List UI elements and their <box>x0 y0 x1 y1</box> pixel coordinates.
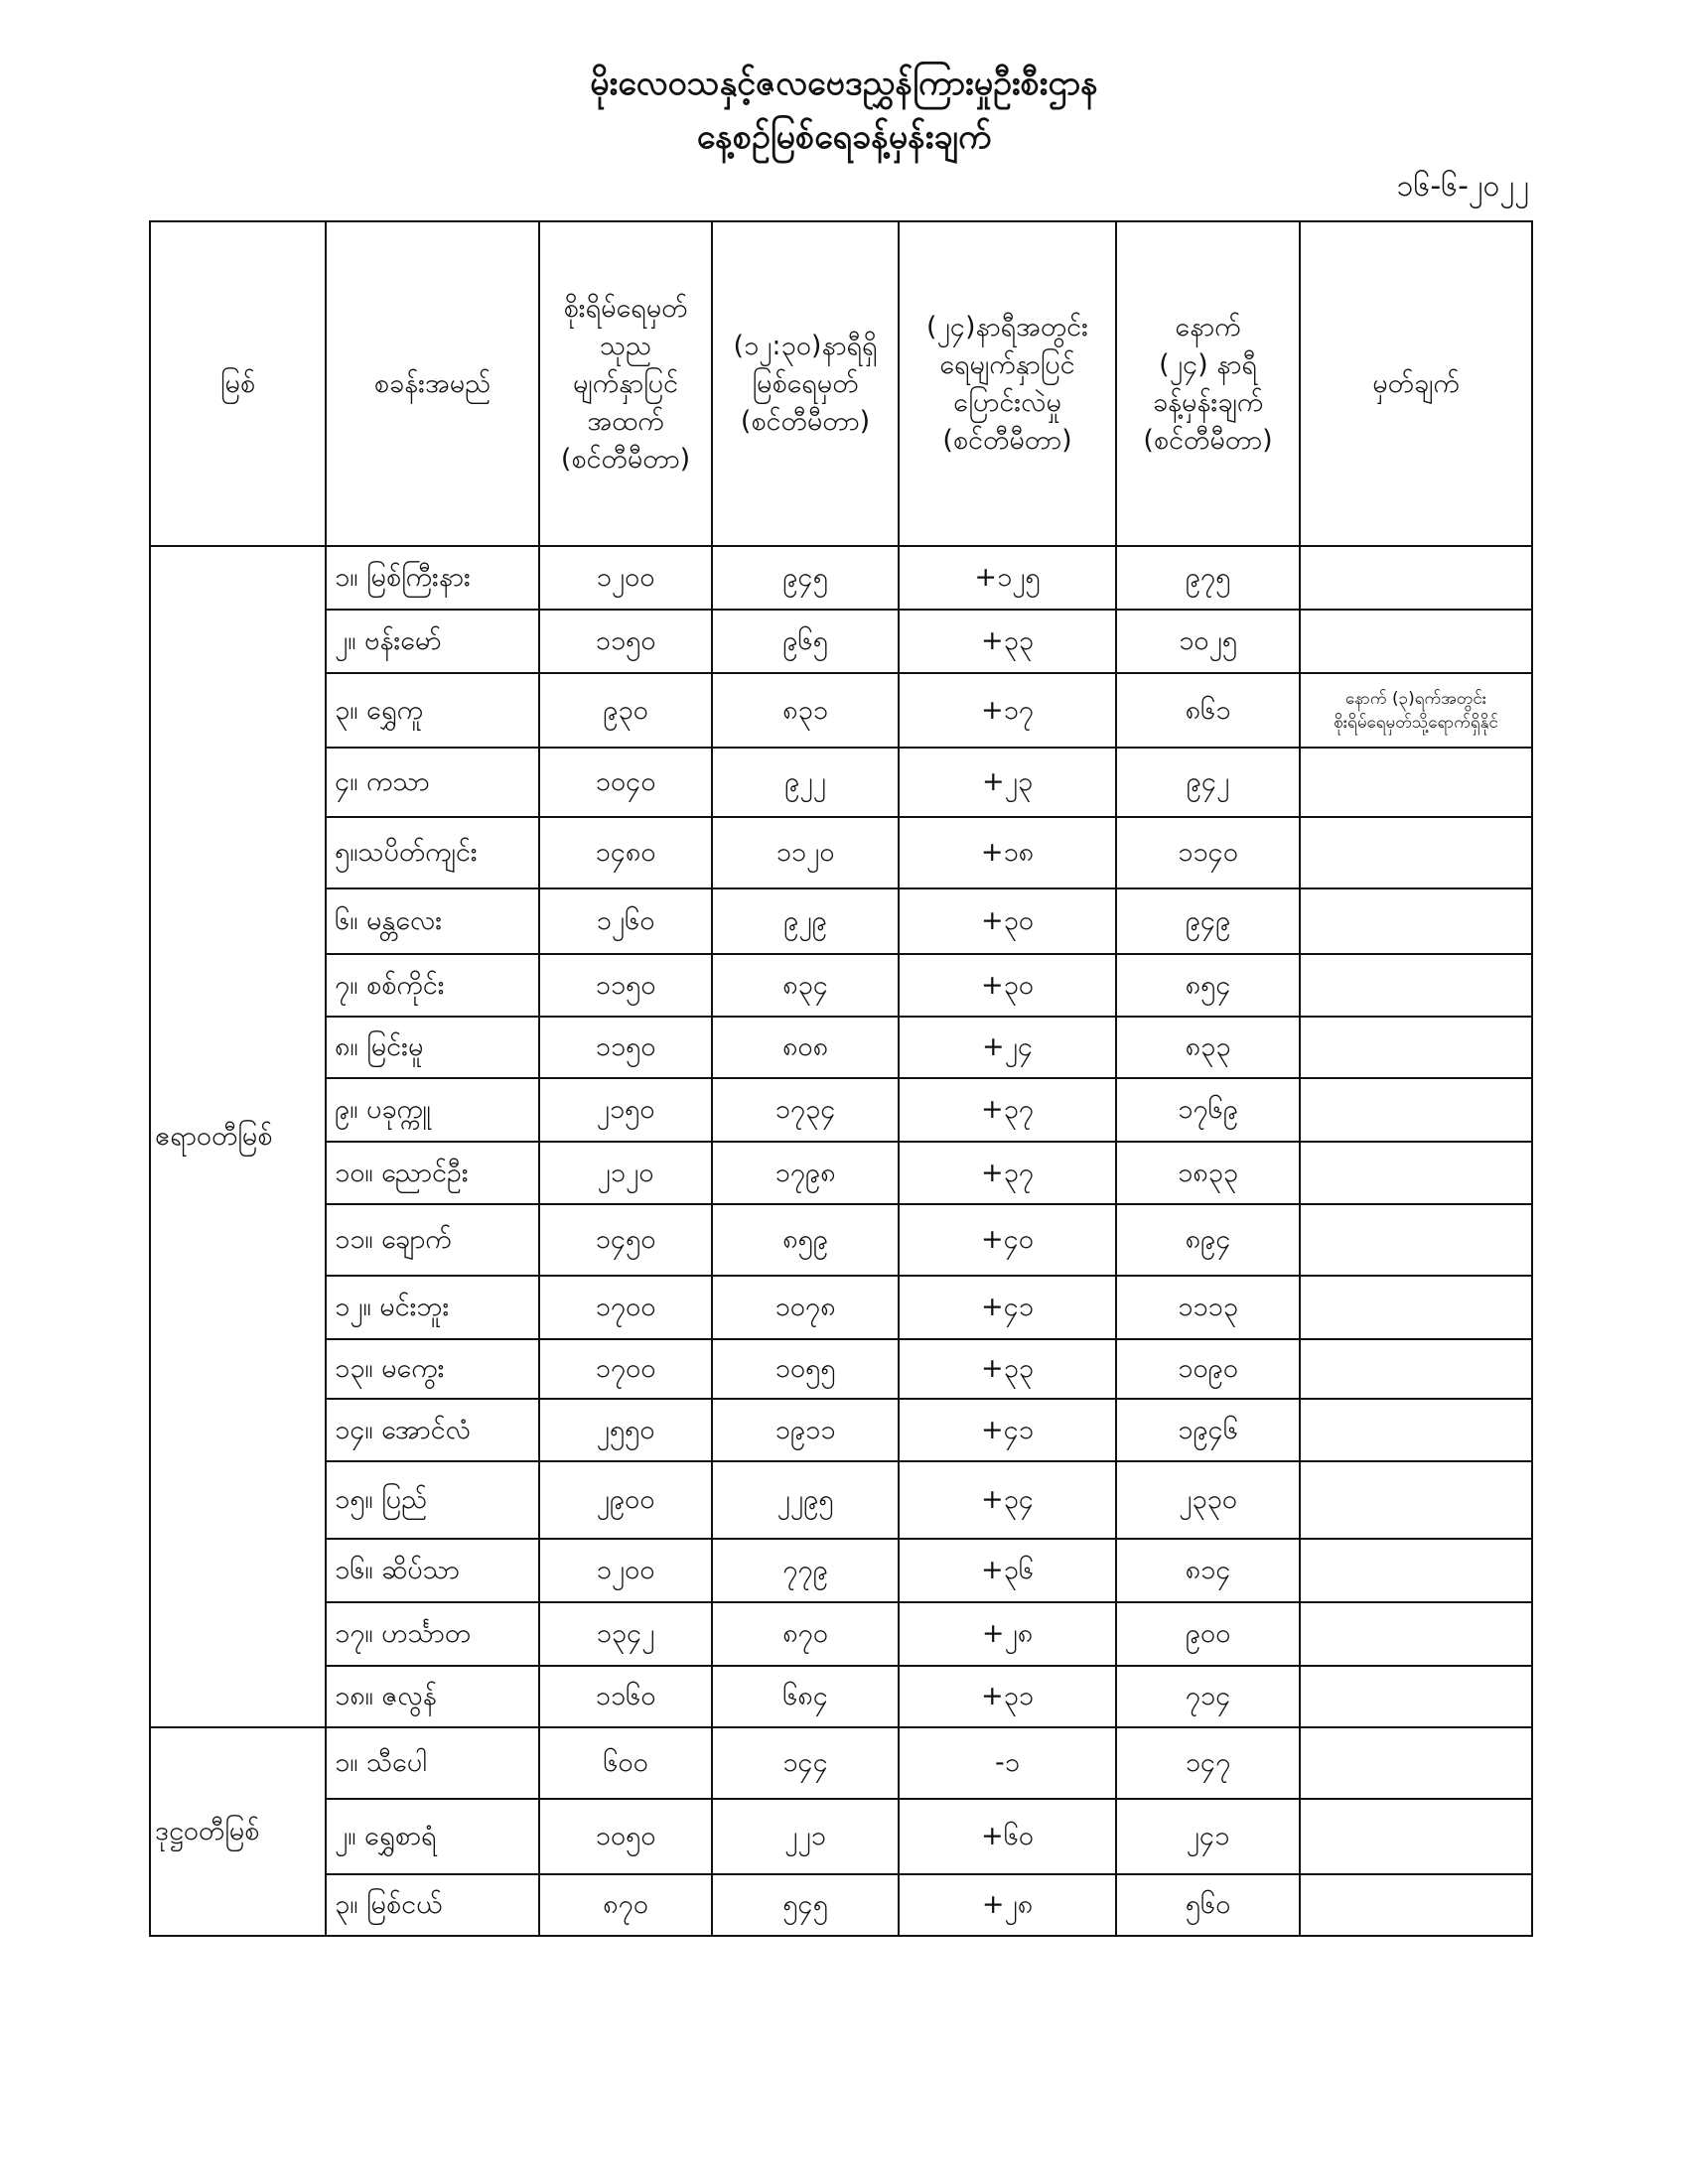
header-line: မြစ် <box>219 367 256 399</box>
level-change: +၃၆ <box>899 1539 1116 1602</box>
header-line: (၂၄)နာရီအတွင်း <box>925 311 1088 342</box>
station-name: ၁၆။ ဆိပ်သာ <box>326 1539 539 1602</box>
current-level: ၅၄၅ <box>712 1874 899 1936</box>
header-line: စိုးရိမ်ရေမှတ် <box>563 292 688 324</box>
level-change: +၃၇ <box>899 1142 1116 1204</box>
level-change: +၃၇ <box>899 1078 1116 1142</box>
current-level: ၁၁၂၀ <box>712 817 899 888</box>
forecast-level: ၁၁၄၀ <box>1116 817 1300 888</box>
current-level: ၈၅၉ <box>712 1204 899 1276</box>
header-remark <box>1300 221 1532 546</box>
level-change: +၁၈ <box>899 817 1116 888</box>
danger-level: ၁၁၆၀ <box>539 1666 712 1727</box>
header-line: ရေမျက်နှာပြင် <box>939 348 1075 380</box>
station-name: ၂။ ဗန်းမော် <box>326 610 539 673</box>
remark <box>1300 1276 1532 1339</box>
current-level: ၂၂၉၅ <box>712 1461 899 1539</box>
level-change: -၁ <box>899 1727 1116 1799</box>
remark <box>1300 1539 1532 1602</box>
current-level: ၇၇၉ <box>712 1539 899 1602</box>
forecast-level: ၁၉၄၆ <box>1116 1399 1300 1461</box>
danger-level: ၁၂၀၀ <box>539 546 712 610</box>
current-level: ၁၇၉၈ <box>712 1142 899 1204</box>
header-current-level <box>712 221 899 546</box>
table-row <box>150 1727 1532 1799</box>
level-change: +၂၃ <box>899 748 1116 817</box>
table-row <box>150 1874 1532 1936</box>
level-change: +၆၀ <box>899 1799 1116 1874</box>
header-forecast <box>1116 221 1300 546</box>
forecast-level: ၂၄၁ <box>1116 1799 1300 1874</box>
station-name: ၁၃။ မကွေး <box>326 1339 539 1399</box>
station-name: ၅။သပိတ်ကျင်း <box>326 817 539 888</box>
table-row <box>150 1339 1532 1399</box>
header-line: အထက် <box>587 405 664 437</box>
station-name: ၆။ မန္တလေး <box>326 888 539 954</box>
table-row <box>150 1078 1532 1142</box>
danger-level: ၂၅၅၀ <box>539 1399 712 1461</box>
level-change: +၄၀ <box>899 1204 1116 1276</box>
level-change: +၃၃ <box>899 610 1116 673</box>
danger-level: ၁၂၀၀ <box>539 1539 712 1602</box>
remark <box>1300 1461 1532 1539</box>
header-line: စခန်းအမည် <box>373 367 492 399</box>
forecast-level: ၂၃၃၀ <box>1116 1461 1300 1539</box>
table-row <box>150 1799 1532 1874</box>
forecast-level: ၁၈၃၃ <box>1116 1142 1300 1204</box>
station-name: ၁၅။ ပြည် <box>326 1461 539 1539</box>
level-change: +၄၁ <box>899 1399 1116 1461</box>
forecast-level: ၁၀၉၀ <box>1116 1339 1300 1399</box>
table-row <box>150 1461 1532 1539</box>
forecast-level: ၁၀၂၅ <box>1116 610 1300 673</box>
station-name: ၂။ ရွှေစာရံ <box>326 1799 539 1874</box>
current-level: ၁၉၁၁ <box>712 1399 899 1461</box>
remark <box>1300 1874 1532 1936</box>
remark <box>1300 1142 1532 1204</box>
station-name: ၃။ မြစ်ငယ် <box>326 1874 539 1936</box>
forecast-level: ၁၇၆၉ <box>1116 1078 1300 1142</box>
forecast-level: ၁၁၁၃ <box>1116 1276 1300 1339</box>
current-level: ၁၀၅၅ <box>712 1339 899 1399</box>
header-line: (စင်တီမီတာ) <box>942 424 1072 456</box>
forecast-level: ၈၉၄ <box>1116 1204 1300 1276</box>
station-name: ၁၂။ မင်းဘူး <box>326 1276 539 1339</box>
river-name: ဒုဋ္ဌဝတီမြစ် <box>150 1727 326 1936</box>
table-row <box>150 1017 1532 1078</box>
table-row <box>150 1602 1532 1666</box>
current-level: ၆၈၄ <box>712 1666 899 1727</box>
danger-level: ၆၀၀ <box>539 1727 712 1799</box>
danger-level: ၁၄၅၀ <box>539 1204 712 1276</box>
header-river <box>150 221 326 546</box>
level-change: +၃၄ <box>899 1461 1116 1539</box>
danger-level: ၉၃၀ <box>539 673 712 748</box>
forecast-level: ၈၃၃ <box>1116 1017 1300 1078</box>
danger-level: ၈၇၀ <box>539 1874 712 1936</box>
current-level: ၈၃၁ <box>712 673 899 748</box>
table-row <box>150 1539 1532 1602</box>
header-line: မျက်နှာပြင် <box>572 367 679 399</box>
table-row <box>150 1204 1532 1276</box>
remark <box>1300 954 1532 1017</box>
station-name: ၈။ မြင်းမူ <box>326 1017 539 1078</box>
station-name: ၁၁။ ချောက် <box>326 1204 539 1276</box>
header-danger-level <box>539 221 712 546</box>
table-row <box>150 888 1532 954</box>
table-row <box>150 1276 1532 1339</box>
forecast-level: ၈၁၄ <box>1116 1539 1300 1602</box>
danger-level: ၂၁၂၀ <box>539 1142 712 1204</box>
danger-level: ၂၉၀၀ <box>539 1461 712 1539</box>
danger-level: ၁၀၅၀ <box>539 1799 712 1874</box>
remark <box>1300 546 1532 610</box>
station-name: ၁၀။ ညောင်ဦး <box>326 1142 539 1204</box>
header-line: (၁၂:၃၀)နာရီရှိ <box>733 330 878 361</box>
station-name: ၇။ စစ်ကိုင်း <box>326 954 539 1017</box>
station-name: ၁။ သီပေါ <box>326 1727 539 1799</box>
station-name: ၁၄။ အောင်လံ <box>326 1399 539 1461</box>
level-change: +၃၃ <box>899 1339 1116 1399</box>
danger-level: ၁၁၅၀ <box>539 1017 712 1078</box>
remark <box>1300 1399 1532 1461</box>
danger-level: ၁၇၀၀ <box>539 1276 712 1339</box>
current-level: ၉၄၅ <box>712 546 899 610</box>
station-name: ၁။ မြစ်ကြီးနား <box>326 546 539 610</box>
table-row <box>150 1142 1532 1204</box>
remark <box>1300 1666 1532 1727</box>
forecast-level: ၉၄၉ <box>1116 888 1300 954</box>
level-change: +၁၇ <box>899 673 1116 748</box>
danger-level: ၁၁၅၀ <box>539 954 712 1017</box>
level-change: +၃၀ <box>899 888 1116 954</box>
forecast-level: ၈၅၄ <box>1116 954 1300 1017</box>
table-row <box>150 954 1532 1017</box>
header-24h-change <box>899 221 1116 546</box>
header-line: ခန့်မှန်းချက် <box>1152 386 1264 418</box>
current-level: ၉၂၉ <box>712 888 899 954</box>
danger-level: ၁၇၀၀ <box>539 1339 712 1399</box>
forecast-level: ၉၄၂ <box>1116 748 1300 817</box>
header-line: နောက် <box>1175 311 1241 342</box>
station-name: ၃။ ရွှေကူ <box>326 673 539 748</box>
station-name: ၄။ ကသာ <box>326 748 539 817</box>
header-line: (စင်တီမီတာ) <box>560 443 691 475</box>
current-level: ၉၂၂ <box>712 748 899 817</box>
remark <box>1300 610 1532 673</box>
danger-level: ၁၃၄၂ <box>539 1602 712 1666</box>
header-line: မှတ်ချက် <box>1372 367 1460 399</box>
remark <box>1300 1602 1532 1666</box>
station-name: ၁၈။ ဇလွန် <box>326 1666 539 1727</box>
forecast-level: ၇၁၄ <box>1116 1666 1300 1727</box>
danger-level: ၂၁၅၀ <box>539 1078 712 1142</box>
level-change: +၂၄ <box>899 1017 1116 1078</box>
remark <box>1300 817 1532 888</box>
current-level: ၁၀၇၈ <box>712 1276 899 1339</box>
table-row <box>150 817 1532 888</box>
header-line: (စင်တီမီတာ) <box>740 405 871 437</box>
remark <box>1300 673 1532 748</box>
danger-level: ၁၀၄၀ <box>539 748 712 817</box>
remark <box>1300 1078 1532 1142</box>
header-line: သုည <box>599 330 652 361</box>
current-level: ၂၂၁ <box>712 1799 899 1874</box>
current-level: ၉၆၅ <box>712 610 899 673</box>
current-level: ၈၀၈ <box>712 1017 899 1078</box>
remark-line: စိုးရိမ်ရေမှတ်သို့ရောက်ရှိနိုင် <box>1334 712 1498 733</box>
table-row <box>150 1399 1532 1461</box>
header-row <box>150 221 1532 546</box>
table-row <box>150 610 1532 673</box>
current-level: ၁၇၃၄ <box>712 1078 899 1142</box>
remark-line: နောက် (၃)ရက်အတွင်း <box>1344 688 1487 709</box>
current-level: ၈၇၀ <box>712 1602 899 1666</box>
forecast-level: ၉၇၅ <box>1116 546 1300 610</box>
danger-level: ၁၄၈၀ <box>539 817 712 888</box>
danger-level: ၁၂၆၀ <box>539 888 712 954</box>
header-line: (၂၄) နာရီ <box>1159 348 1257 380</box>
forecast-level: ၅၆၀ <box>1116 1874 1300 1936</box>
remark <box>1300 1799 1532 1874</box>
level-change: +၂၈ <box>899 1874 1116 1936</box>
remark <box>1300 1727 1532 1799</box>
page-subtitle: နေ့စဉ်မြစ်ရေခန့်မှန်းချက် <box>696 117 992 157</box>
table-row <box>150 673 1532 748</box>
current-level: ၁၄၄ <box>712 1727 899 1799</box>
level-change: +၂၈ <box>899 1602 1116 1666</box>
table-row <box>150 748 1532 817</box>
table-row <box>150 1666 1532 1727</box>
forecast-level: ၈၆၁ <box>1116 673 1300 748</box>
current-level: ၈၃၄ <box>712 954 899 1017</box>
header-station <box>326 221 539 546</box>
remark <box>1300 888 1532 954</box>
header-line: (စင်တီမီတာ) <box>1143 424 1273 456</box>
station-name: ၁၇။ ဟင်္သာတ <box>326 1602 539 1666</box>
header-line: မြစ်ရေမှတ် <box>752 367 859 399</box>
forecast-level: ၁၄၇ <box>1116 1727 1300 1799</box>
level-change: +၃၁ <box>899 1666 1116 1727</box>
header-line: ပြောင်းလဲမှု <box>953 386 1061 418</box>
remark <box>1300 1017 1532 1078</box>
station-name: ၉။ ပခုက္ကူ <box>326 1078 539 1142</box>
remark <box>1300 1204 1532 1276</box>
forecast-level: ၉၀၀ <box>1116 1602 1300 1666</box>
level-change: +၃၀ <box>899 954 1116 1017</box>
danger-level: ၁၁၅၀ <box>539 610 712 673</box>
river-level-table <box>149 220 1533 1937</box>
report-date: ၁၆-၆-၂၀၂၂ <box>1396 169 1529 204</box>
river-name: ဧရာဝတီမြစ် <box>150 546 326 1727</box>
page-title: မိုးလေဝသနှင့်ဇလဗေဒညွှန်ကြားမှုဦးစီးဌာန <box>590 64 1098 103</box>
level-change: +၁၂၅ <box>899 546 1116 610</box>
level-change: +၄၁ <box>899 1276 1116 1339</box>
table-row <box>150 546 1532 610</box>
remark <box>1300 1339 1532 1399</box>
remark <box>1300 748 1532 817</box>
